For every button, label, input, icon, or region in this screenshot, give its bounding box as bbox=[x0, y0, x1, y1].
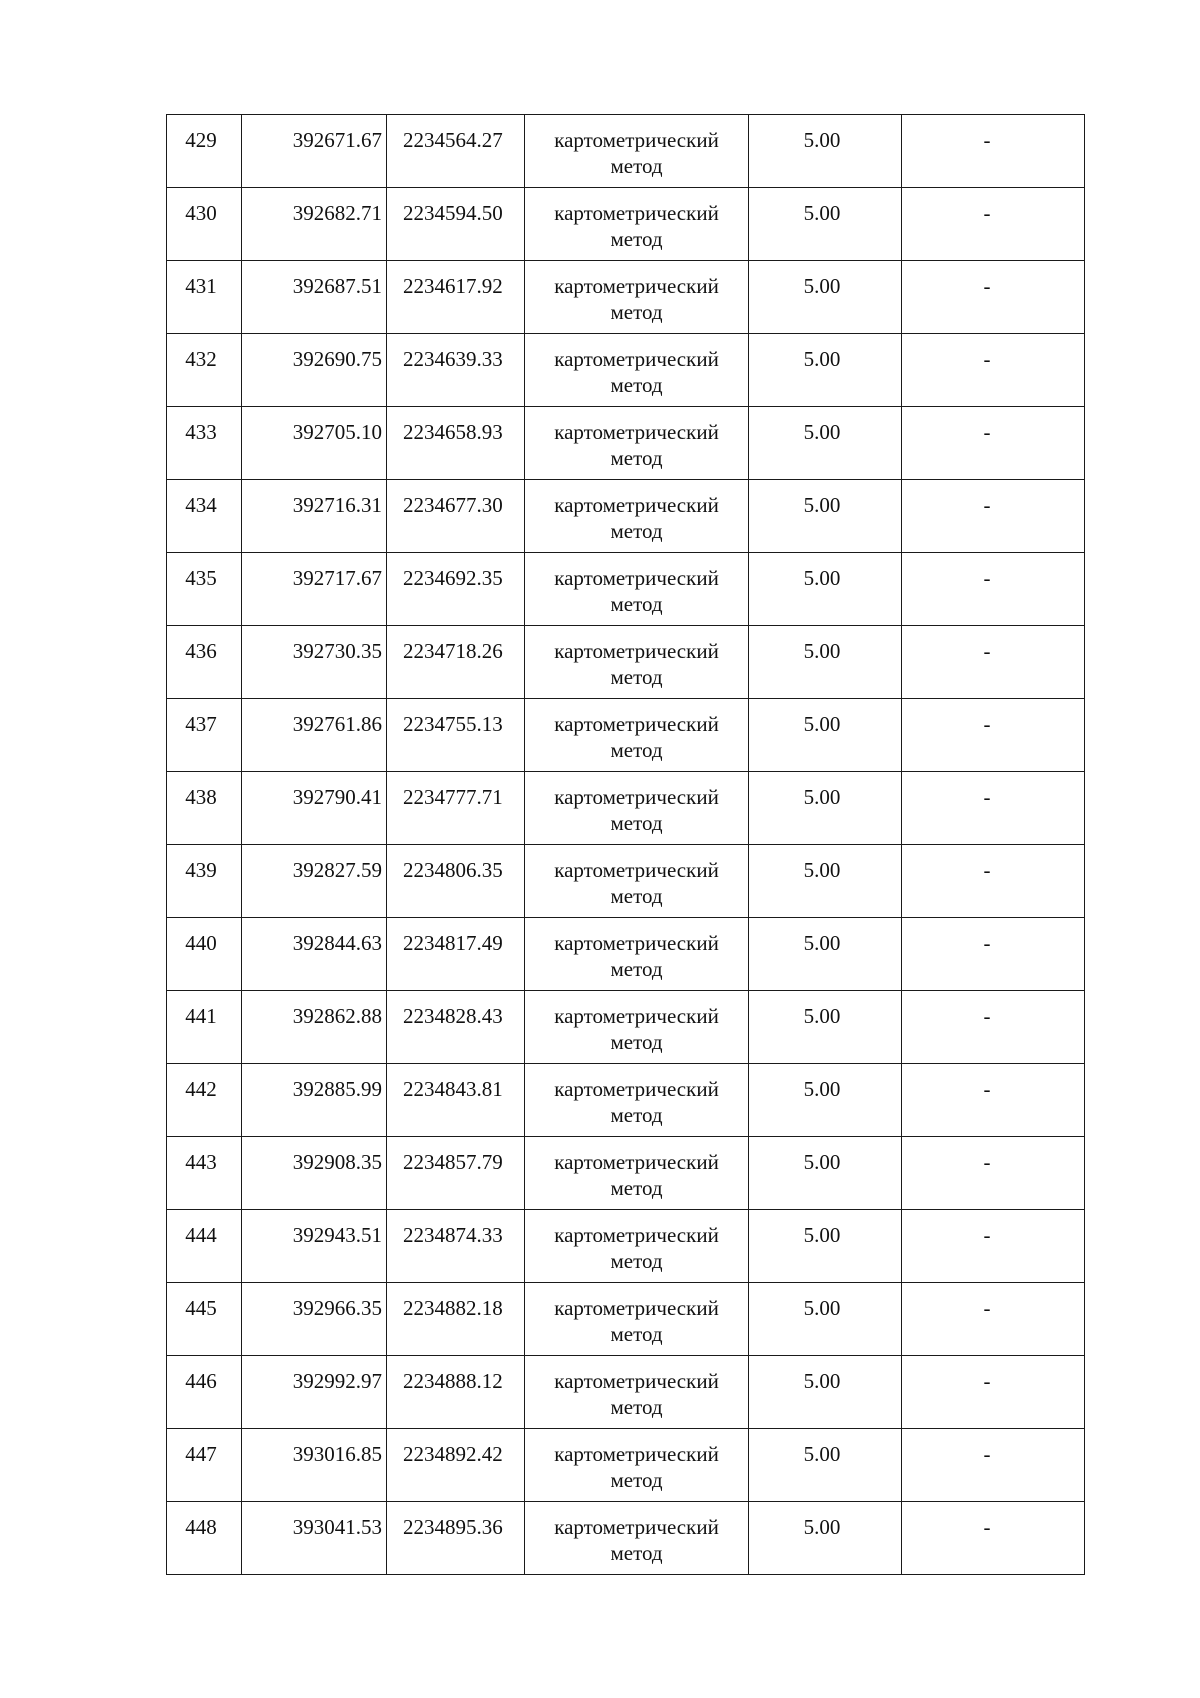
method-cell: картометрический метод bbox=[525, 1429, 749, 1502]
point-number-cell: 429 bbox=[167, 115, 242, 188]
accuracy-cell: 5.00 bbox=[749, 918, 902, 991]
point-number-cell: 431 bbox=[167, 261, 242, 334]
y-coordinate-cell: 2234692.35 bbox=[387, 553, 525, 626]
method-cell: картометрический метод bbox=[525, 407, 749, 480]
table-row bbox=[167, 1429, 1085, 1502]
table-row bbox=[167, 918, 1085, 991]
y-coordinate-cell: 2234895.36 bbox=[387, 1502, 525, 1575]
x-coordinate-cell: 392705.10 bbox=[242, 407, 387, 480]
method-cell: картометрический метод bbox=[525, 991, 749, 1064]
method-cell: картометрический метод bbox=[525, 845, 749, 918]
y-coordinate-cell: 2234892.42 bbox=[387, 1429, 525, 1502]
y-coordinate-cell: 2234617.92 bbox=[387, 261, 525, 334]
description-cell: - bbox=[902, 188, 1085, 261]
x-coordinate-cell: 392687.51 bbox=[242, 261, 387, 334]
accuracy-cell: 5.00 bbox=[749, 1137, 902, 1210]
description-cell: - bbox=[902, 115, 1085, 188]
x-coordinate-cell: 392671.67 bbox=[242, 115, 387, 188]
point-number-cell: 435 bbox=[167, 553, 242, 626]
x-coordinate-cell: 392761.86 bbox=[242, 699, 387, 772]
y-coordinate-cell: 2234874.33 bbox=[387, 1210, 525, 1283]
method-cell: картометрический метод bbox=[525, 261, 749, 334]
description-cell: - bbox=[902, 261, 1085, 334]
accuracy-cell: 5.00 bbox=[749, 188, 902, 261]
y-coordinate-cell: 2234882.18 bbox=[387, 1283, 525, 1356]
point-number-cell: 444 bbox=[167, 1210, 242, 1283]
x-coordinate-cell: 392717.67 bbox=[242, 553, 387, 626]
x-coordinate-cell: 393041.53 bbox=[242, 1502, 387, 1575]
x-coordinate-cell: 392992.97 bbox=[242, 1356, 387, 1429]
x-coordinate-cell: 392790.41 bbox=[242, 772, 387, 845]
y-coordinate-cell: 2234639.33 bbox=[387, 334, 525, 407]
x-coordinate-cell: 392682.71 bbox=[242, 188, 387, 261]
method-cell: картометрический метод bbox=[525, 1283, 749, 1356]
coordinates-table bbox=[166, 114, 1085, 1575]
description-cell: - bbox=[902, 1283, 1085, 1356]
x-coordinate-cell: 392908.35 bbox=[242, 1137, 387, 1210]
table-row bbox=[167, 1137, 1085, 1210]
description-cell: - bbox=[902, 1137, 1085, 1210]
method-cell: картометрический метод bbox=[525, 1137, 749, 1210]
table-row bbox=[167, 115, 1085, 188]
point-number-cell: 443 bbox=[167, 1137, 242, 1210]
accuracy-cell: 5.00 bbox=[749, 1429, 902, 1502]
accuracy-cell: 5.00 bbox=[749, 1064, 902, 1137]
point-number-cell: 436 bbox=[167, 626, 242, 699]
accuracy-cell: 5.00 bbox=[749, 699, 902, 772]
method-cell: картометрический метод bbox=[525, 772, 749, 845]
table-row bbox=[167, 1064, 1085, 1137]
x-coordinate-cell: 392862.88 bbox=[242, 991, 387, 1064]
accuracy-cell: 5.00 bbox=[749, 553, 902, 626]
description-cell: - bbox=[902, 699, 1085, 772]
y-coordinate-cell: 2234564.27 bbox=[387, 115, 525, 188]
accuracy-cell: 5.00 bbox=[749, 845, 902, 918]
x-coordinate-cell: 392943.51 bbox=[242, 1210, 387, 1283]
point-number-cell: 447 bbox=[167, 1429, 242, 1502]
point-number-cell: 437 bbox=[167, 699, 242, 772]
point-number-cell: 434 bbox=[167, 480, 242, 553]
table-row bbox=[167, 772, 1085, 845]
table-row bbox=[167, 699, 1085, 772]
table-row bbox=[167, 407, 1085, 480]
point-number-cell: 441 bbox=[167, 991, 242, 1064]
description-cell: - bbox=[902, 1210, 1085, 1283]
accuracy-cell: 5.00 bbox=[749, 626, 902, 699]
point-number-cell: 438 bbox=[167, 772, 242, 845]
table-row bbox=[167, 480, 1085, 553]
x-coordinate-cell: 392690.75 bbox=[242, 334, 387, 407]
accuracy-cell: 5.00 bbox=[749, 1283, 902, 1356]
description-cell: - bbox=[902, 845, 1085, 918]
x-coordinate-cell: 392716.31 bbox=[242, 480, 387, 553]
method-cell: картометрический метод bbox=[525, 699, 749, 772]
y-coordinate-cell: 2234817.49 bbox=[387, 918, 525, 991]
description-cell: - bbox=[902, 918, 1085, 991]
description-cell: - bbox=[902, 1356, 1085, 1429]
y-coordinate-cell: 2234777.71 bbox=[387, 772, 525, 845]
accuracy-cell: 5.00 bbox=[749, 991, 902, 1064]
description-cell: - bbox=[902, 626, 1085, 699]
point-number-cell: 442 bbox=[167, 1064, 242, 1137]
accuracy-cell: 5.00 bbox=[749, 1356, 902, 1429]
method-cell: картометрический метод bbox=[525, 1210, 749, 1283]
x-coordinate-cell: 392844.63 bbox=[242, 918, 387, 991]
accuracy-cell: 5.00 bbox=[749, 261, 902, 334]
y-coordinate-cell: 2234718.26 bbox=[387, 626, 525, 699]
accuracy-cell: 5.00 bbox=[749, 115, 902, 188]
y-coordinate-cell: 2234658.93 bbox=[387, 407, 525, 480]
method-cell: картометрический метод bbox=[525, 626, 749, 699]
method-cell: картометрический метод bbox=[525, 115, 749, 188]
x-coordinate-cell: 392966.35 bbox=[242, 1283, 387, 1356]
point-number-cell: 430 bbox=[167, 188, 242, 261]
y-coordinate-cell: 2234828.43 bbox=[387, 991, 525, 1064]
x-coordinate-cell: 392827.59 bbox=[242, 845, 387, 918]
description-cell: - bbox=[902, 1064, 1085, 1137]
table-row bbox=[167, 1283, 1085, 1356]
table-row bbox=[167, 845, 1085, 918]
table-row bbox=[167, 553, 1085, 626]
y-coordinate-cell: 2234755.13 bbox=[387, 699, 525, 772]
method-cell: картометрический метод bbox=[525, 334, 749, 407]
point-number-cell: 432 bbox=[167, 334, 242, 407]
table-row bbox=[167, 1356, 1085, 1429]
point-number-cell: 448 bbox=[167, 1502, 242, 1575]
coordinates-table-body bbox=[167, 115, 1085, 1575]
method-cell: картометрический метод bbox=[525, 1502, 749, 1575]
method-cell: картометрический метод bbox=[525, 188, 749, 261]
description-cell: - bbox=[902, 407, 1085, 480]
table-row bbox=[167, 334, 1085, 407]
y-coordinate-cell: 2234677.30 bbox=[387, 480, 525, 553]
method-cell: картометрический метод bbox=[525, 918, 749, 991]
accuracy-cell: 5.00 bbox=[749, 772, 902, 845]
description-cell: - bbox=[902, 1429, 1085, 1502]
table-row bbox=[167, 991, 1085, 1064]
table-row bbox=[167, 188, 1085, 261]
point-number-cell: 440 bbox=[167, 918, 242, 991]
table-row bbox=[167, 1210, 1085, 1283]
point-number-cell: 446 bbox=[167, 1356, 242, 1429]
point-number-cell: 445 bbox=[167, 1283, 242, 1356]
point-number-cell: 439 bbox=[167, 845, 242, 918]
point-number-cell: 433 bbox=[167, 407, 242, 480]
description-cell: - bbox=[902, 480, 1085, 553]
x-coordinate-cell: 392730.35 bbox=[242, 626, 387, 699]
description-cell: - bbox=[902, 772, 1085, 845]
x-coordinate-cell: 393016.85 bbox=[242, 1429, 387, 1502]
description-cell: - bbox=[902, 991, 1085, 1064]
accuracy-cell: 5.00 bbox=[749, 407, 902, 480]
table-row bbox=[167, 1502, 1085, 1575]
y-coordinate-cell: 2234857.79 bbox=[387, 1137, 525, 1210]
y-coordinate-cell: 2234888.12 bbox=[387, 1356, 525, 1429]
y-coordinate-cell: 2234594.50 bbox=[387, 188, 525, 261]
accuracy-cell: 5.00 bbox=[749, 1502, 902, 1575]
y-coordinate-cell: 2234806.35 bbox=[387, 845, 525, 918]
y-coordinate-cell: 2234843.81 bbox=[387, 1064, 525, 1137]
table-row bbox=[167, 261, 1085, 334]
accuracy-cell: 5.00 bbox=[749, 334, 902, 407]
method-cell: картометрический метод bbox=[525, 1356, 749, 1429]
description-cell: - bbox=[902, 553, 1085, 626]
accuracy-cell: 5.00 bbox=[749, 480, 902, 553]
method-cell: картометрический метод bbox=[525, 553, 749, 626]
description-cell: - bbox=[902, 1502, 1085, 1575]
table-row bbox=[167, 626, 1085, 699]
method-cell: картометрический метод bbox=[525, 480, 749, 553]
method-cell: картометрический метод bbox=[525, 1064, 749, 1137]
description-cell: - bbox=[902, 334, 1085, 407]
x-coordinate-cell: 392885.99 bbox=[242, 1064, 387, 1137]
accuracy-cell: 5.00 bbox=[749, 1210, 902, 1283]
